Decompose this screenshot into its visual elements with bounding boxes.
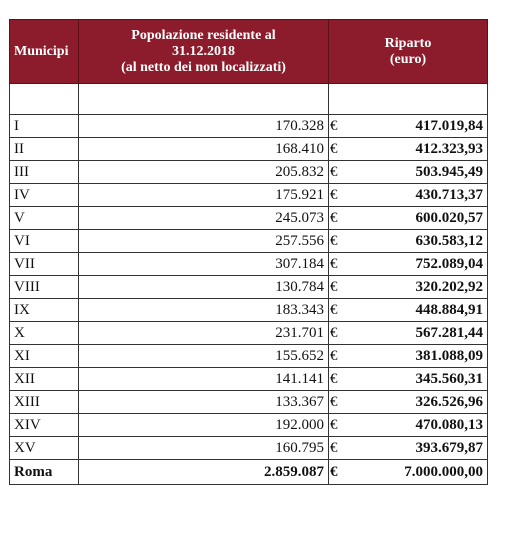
spacer-cell <box>10 84 79 115</box>
currency-cell: € <box>329 345 339 368</box>
spacer-cell <box>79 84 329 115</box>
municipio-cell: III <box>10 161 79 184</box>
currency-cell: € <box>329 138 339 161</box>
currency-cell: € <box>329 253 339 276</box>
municipio-cell: XII <box>10 368 79 391</box>
popolazione-cell: 168.410 <box>79 138 329 161</box>
table-row <box>10 138 488 161</box>
header-popolazione-line-3: (al netto dei non localizzati) <box>121 59 286 75</box>
municipio-cell: XI <box>10 345 79 368</box>
municipio-cell: IV <box>10 184 79 207</box>
popolazione-cell: 130.784 <box>79 276 329 299</box>
municipio-cell: XIV <box>10 414 79 437</box>
table-row <box>10 253 488 276</box>
currency-cell: € <box>329 299 339 322</box>
riparto-cell: 448.884,91 <box>339 299 488 322</box>
currency-cell: € <box>329 437 339 460</box>
header-row <box>10 20 488 84</box>
municipio-cell: II <box>10 138 79 161</box>
popolazione-cell: 133.367 <box>79 391 329 414</box>
table-row <box>10 207 488 230</box>
table-row <box>10 184 488 207</box>
riparto-cell: 345.560,31 <box>339 368 488 391</box>
table-row <box>10 299 488 322</box>
riparto-cell: 430.713,37 <box>339 184 488 207</box>
riparto-cell: 630.583,12 <box>339 230 488 253</box>
riparto-cell: 600.020,57 <box>339 207 488 230</box>
total-row <box>10 460 488 485</box>
table-row <box>10 437 488 460</box>
popolazione-cell: 205.832 <box>79 161 329 184</box>
table-row <box>10 276 488 299</box>
popolazione-cell: 257.556 <box>79 230 329 253</box>
currency-cell: € <box>329 184 339 207</box>
municipio-cell: VI <box>10 230 79 253</box>
table-row <box>10 414 488 437</box>
municipio-cell: VII <box>10 253 79 276</box>
municipio-cell: VIII <box>10 276 79 299</box>
table-row <box>10 368 488 391</box>
popolazione-cell: 170.328 <box>79 115 329 138</box>
popolazione-cell: 245.073 <box>79 207 329 230</box>
currency-cell: € <box>329 460 339 485</box>
municipio-cell: IX <box>10 299 79 322</box>
popolazione-cell: 192.000 <box>79 414 329 437</box>
popolazione-cell: 141.141 <box>79 368 329 391</box>
riparto-cell: 7.000.000,00 <box>339 460 488 485</box>
currency-cell: € <box>329 322 339 345</box>
riparto-cell: 752.089,04 <box>339 253 488 276</box>
municipio-cell: V <box>10 207 79 230</box>
currency-cell: € <box>329 207 339 230</box>
riparto-cell: 567.281,44 <box>339 322 488 345</box>
currency-cell: € <box>329 368 339 391</box>
table-row <box>10 161 488 184</box>
riparto-cell: 470.080,13 <box>339 414 488 437</box>
currency-cell: € <box>329 276 339 299</box>
popolazione-cell: 183.343 <box>79 299 329 322</box>
riparto-cell: 503.945,49 <box>339 161 488 184</box>
riparto-cell: 320.202,92 <box>339 276 488 299</box>
riparto-cell: 381.088,09 <box>339 345 488 368</box>
municipio-cell: XV <box>10 437 79 460</box>
header-riparto-line-2: (euro) <box>389 51 427 67</box>
riparto-cell: 417.019,84 <box>339 115 488 138</box>
riparto-table <box>9 19 488 485</box>
table-row <box>10 391 488 414</box>
header-municipi: Municipi <box>10 20 79 84</box>
popolazione-cell: 160.795 <box>79 437 329 460</box>
riparto-cell: 393.679,87 <box>339 437 488 460</box>
popolazione-cell: 231.701 <box>79 322 329 345</box>
header-riparto <box>329 20 488 84</box>
table-row <box>10 345 488 368</box>
header-popolazione-line-2: 31.12.2018 <box>172 43 235 59</box>
table-row <box>10 230 488 253</box>
table-row <box>10 322 488 345</box>
currency-cell: € <box>329 414 339 437</box>
spacer-row <box>10 84 488 115</box>
municipio-cell: Roma <box>10 460 79 485</box>
municipio-cell: XIII <box>10 391 79 414</box>
popolazione-cell: 155.652 <box>79 345 329 368</box>
currency-cell: € <box>329 391 339 414</box>
municipio-cell: I <box>10 115 79 138</box>
header-popolazione <box>79 20 329 84</box>
popolazione-cell: 307.184 <box>79 253 329 276</box>
currency-cell: € <box>329 230 339 253</box>
popolazione-cell: 175.921 <box>79 184 329 207</box>
currency-cell: € <box>329 161 339 184</box>
spacer-cell <box>329 84 488 115</box>
popolazione-cell: 2.859.087 <box>79 460 329 485</box>
riparto-cell: 326.526,96 <box>339 391 488 414</box>
municipio-cell: X <box>10 322 79 345</box>
header-popolazione-line-1: Popolazione residente al <box>131 27 276 43</box>
table-row <box>10 115 488 138</box>
currency-cell: € <box>329 115 339 138</box>
riparto-cell: 412.323,93 <box>339 138 488 161</box>
header-riparto-line-1: Riparto <box>384 35 432 51</box>
